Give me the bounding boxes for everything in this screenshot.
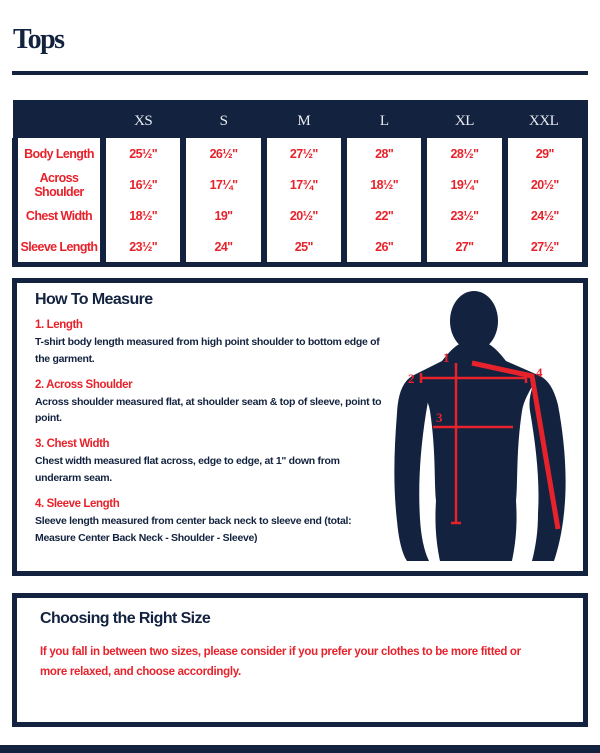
measure-step-sleeve [35, 498, 387, 547]
step-title: 2. Across Shoulder [35, 378, 133, 391]
measure-step-shoulder [35, 379, 387, 428]
diagram-label-chest: 3 [436, 410, 443, 425]
size-header-row [15, 103, 585, 139]
row-label: Sleeve Length [15, 231, 103, 265]
how-to-measure-heading: How To Measure [35, 291, 153, 308]
choosing-size-description: If you fall in between two sizes, please consider if you prefer your clothes to be more fitted or more relaxed, and choose accordingly. [40, 646, 521, 679]
bottom-divider-bar [0, 745, 600, 753]
size-column-header: L [344, 103, 424, 139]
size-value: 27½" [505, 231, 585, 265]
size-value: 19¼" [424, 169, 504, 200]
size-value: 24½" [505, 200, 585, 231]
size-value: 17¾" [264, 169, 344, 200]
step-description: Across shoulder measured flat, at shoulder seam & top of sleeve, point to point. [35, 395, 382, 425]
diagram-label-shoulder: 2 [408, 371, 415, 386]
size-value: 20½" [505, 169, 585, 200]
size-value: 27½" [264, 138, 344, 169]
table-row [15, 169, 585, 200]
size-chart-table [12, 100, 588, 267]
page-title: Tops [13, 24, 64, 55]
size-value: 16½" [103, 169, 183, 200]
size-value: 25" [264, 231, 344, 265]
choosing-size-panel [12, 593, 588, 727]
size-column-header: XS [103, 103, 183, 139]
size-value: 28" [344, 138, 424, 169]
corner-cell [15, 103, 103, 139]
choosing-size-content [40, 610, 545, 682]
measure-step-chest [35, 438, 387, 487]
body-measurement-diagram-icon [386, 283, 581, 561]
size-value: 18½" [103, 200, 183, 231]
size-value: 19" [183, 200, 263, 231]
table-row [15, 138, 585, 169]
size-column-header: XL [424, 103, 504, 139]
step-description: Sleeve length measured from center back neck to sleeve end (total: Measure Center Back Neck - Shoulder - Sleeve) [35, 514, 352, 544]
title-divider [12, 71, 588, 75]
size-value: 23½" [424, 200, 504, 231]
size-value: 22" [344, 200, 424, 231]
how-to-measure-text [35, 291, 387, 557]
diagram-label-length: 1 [443, 350, 450, 365]
table-row [15, 231, 585, 265]
diagram-label-sleeve: 4 [536, 365, 543, 380]
row-label: Body Length [15, 138, 103, 169]
size-value: 28½" [424, 138, 504, 169]
size-value: 26" [344, 231, 424, 265]
size-column-header: XXL [505, 103, 585, 139]
step-title: 1. Length [35, 319, 83, 331]
table-row [15, 200, 585, 231]
size-value: 27" [424, 231, 504, 265]
step-description: Chest width measured flat across, edge to edge, at 1" down from underarm seam. [35, 455, 340, 484]
choosing-size-heading: Choosing the Right Size [40, 610, 211, 627]
size-value: 25½" [103, 138, 183, 169]
size-column-header: S [183, 103, 263, 139]
row-label: Chest Width [15, 200, 103, 231]
size-value: 23½" [103, 231, 183, 265]
size-value: 29" [505, 138, 585, 169]
measure-step-length [35, 319, 387, 368]
size-value: 20½" [264, 200, 344, 231]
size-column-header: M [264, 103, 344, 139]
step-description: T-shirt body length measured from high point shoulder to bottom edge of the garment. [35, 336, 380, 365]
size-value: 24" [183, 231, 263, 265]
size-value: 17¼" [183, 169, 263, 200]
size-value: 26½" [183, 138, 263, 169]
size-value: 18½" [344, 169, 424, 200]
row-label: Across Shoulder [15, 169, 103, 200]
step-title: 4. Sleeve Length [35, 497, 120, 510]
how-to-measure-panel [12, 278, 588, 576]
step-title: 3. Chest Width [35, 438, 110, 451]
